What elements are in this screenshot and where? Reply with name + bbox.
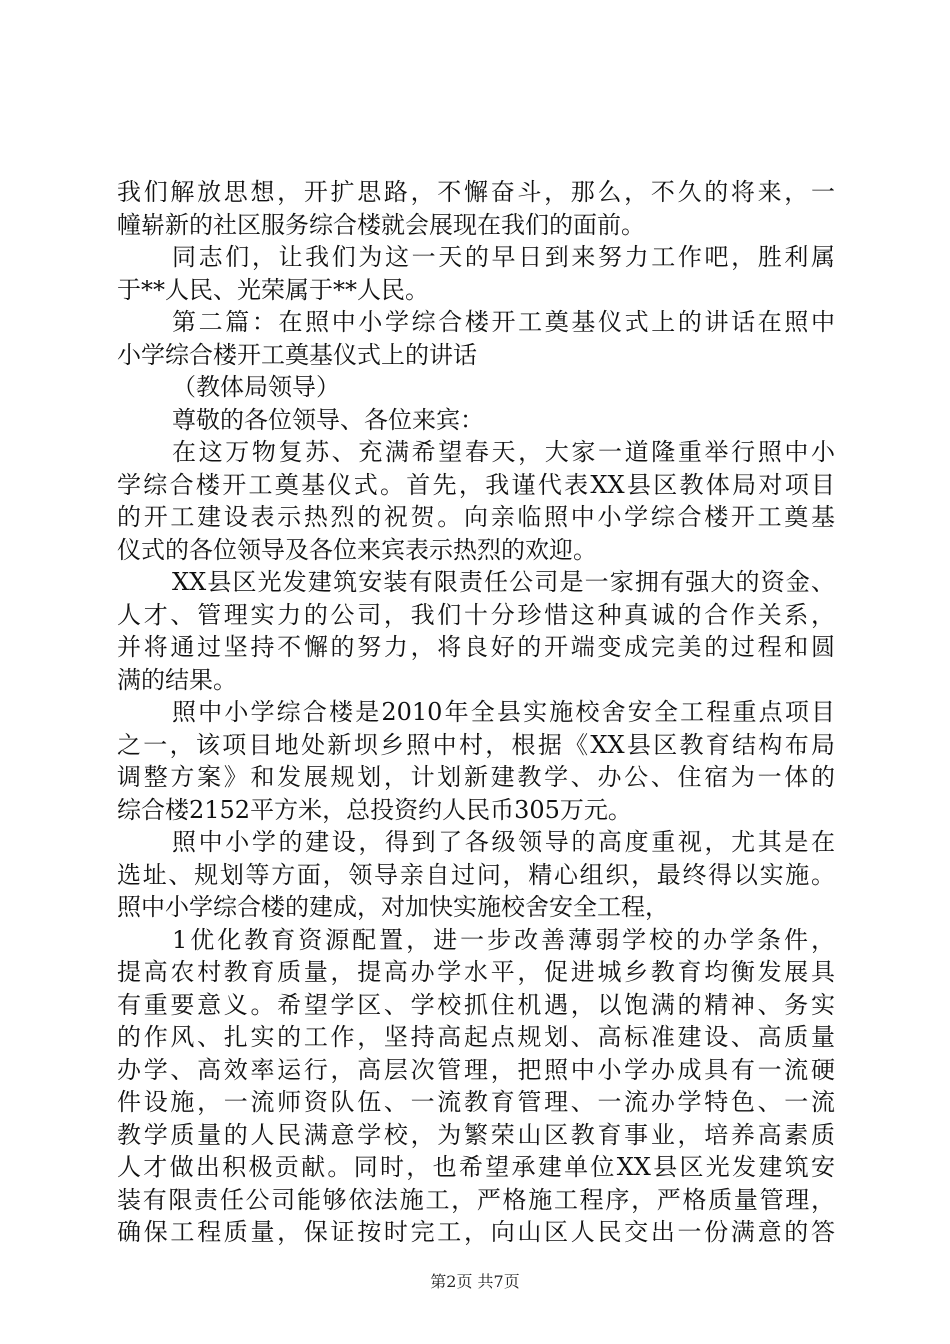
- body-line: 提高农村教育质量，提高办学水平，促进城乡教育均衡发展具: [117, 958, 835, 986]
- body-line: 选址、规划等方面，领导亲自过问，精心组织，最终得以实施。: [117, 860, 835, 889]
- body-line: 幢崭新的社区服务综合楼就会展现在我们的面前。: [117, 210, 645, 239]
- body-line: 照中小学的建设，得到了各级领导的高度重视，尤其是在: [172, 828, 835, 856]
- body-line: 满的结果。: [117, 665, 237, 694]
- body-line: 第二篇：在照中小学综合楼开工奠基仪式上的讲话在照中: [172, 308, 835, 336]
- body-line: 教学质量的人民满意学校，为繁荣山区教育事业，培养高素质: [117, 1120, 835, 1149]
- body-line: 调整方案》和发展规划，计划新建教学、办公、住宿为一体的: [117, 763, 835, 791]
- body-line: 装有限责任公司能够依法施工，严格施工程序，严格质量管理，: [117, 1185, 835, 1214]
- body-line: XX县区光发建筑安装有限责任公司是一家拥有强大的资金、: [172, 568, 835, 596]
- document-body: [117, 176, 835, 1249]
- body-line: 1优化教育资源配置，进一步改善薄弱学校的办学条件，: [172, 925, 835, 954]
- body-line: 小学综合楼开工奠基仪式上的讲话: [117, 340, 477, 369]
- body-line: 我们解放思想，开扩思路，不懈奋斗，那么，不久的将来，一: [117, 178, 835, 206]
- body-line: 的作风、扎实的工作，坚持高起点规划、高标准建设、高质量: [117, 1023, 835, 1051]
- body-line: 件设施，一流师资队伍、一流教育管理、一流办学特色、一流: [117, 1088, 835, 1116]
- body-line: 于**人民、光荣属于**人民。: [117, 275, 429, 304]
- body-line: 在这万物复苏、充满希望春天，大家一道隆重举行照中小: [172, 438, 835, 466]
- body-line: 之一，该项目地处新坝乡照中村，根据《XX县区教育结构布局: [117, 730, 835, 759]
- body-line: 仪式的各位领导及各位来宾表示热烈的欢迎。: [117, 535, 597, 564]
- body-line: 并将通过坚持不懈的努力，将良好的开端变成完美的过程和圆: [117, 633, 835, 661]
- body-line: 人才做出积极贡献。同时，也希望承建单位XX县区光发建筑安: [117, 1153, 835, 1181]
- body-line: 照中小学综合楼是2010年全县实施校舍安全工程重点项目: [172, 698, 835, 726]
- body-line: 尊敬的各位领导、各位来宾：: [172, 405, 484, 434]
- body-line: 同志们，让我们为这一天的早日到来努力工作吧，胜利属: [172, 243, 835, 271]
- body-line: 照中小学综合楼的建成，对加快实施校舍安全工程，: [117, 893, 669, 921]
- body-line: 学综合楼开工奠基仪式。首先，我谨代表XX县区教体局对项目: [117, 470, 835, 499]
- body-line: 的开工建设表示热烈的祝贺。向亲临照中小学综合楼开工奠基: [117, 503, 835, 531]
- body-line: （教体局领导）: [172, 373, 340, 401]
- body-line: 确保工程质量，保证按时完工，向山区人民交出一份满意的答: [117, 1218, 835, 1246]
- body-line: 综合楼2152平方米，总投资约人民币305万元。: [117, 795, 632, 824]
- body-line: 有重要意义。希望学区、学校抓住机遇，以饱满的精神、务实: [117, 990, 835, 1019]
- body-line: 办学、高效率运行，高层次管理，把照中小学办成具有一流硬: [117, 1055, 835, 1084]
- body-line: 人才、管理实力的公司，我们十分珍惜这种真诚的合作关系，: [117, 600, 835, 629]
- page-footer: 第2页 共7页: [430, 1272, 520, 1291]
